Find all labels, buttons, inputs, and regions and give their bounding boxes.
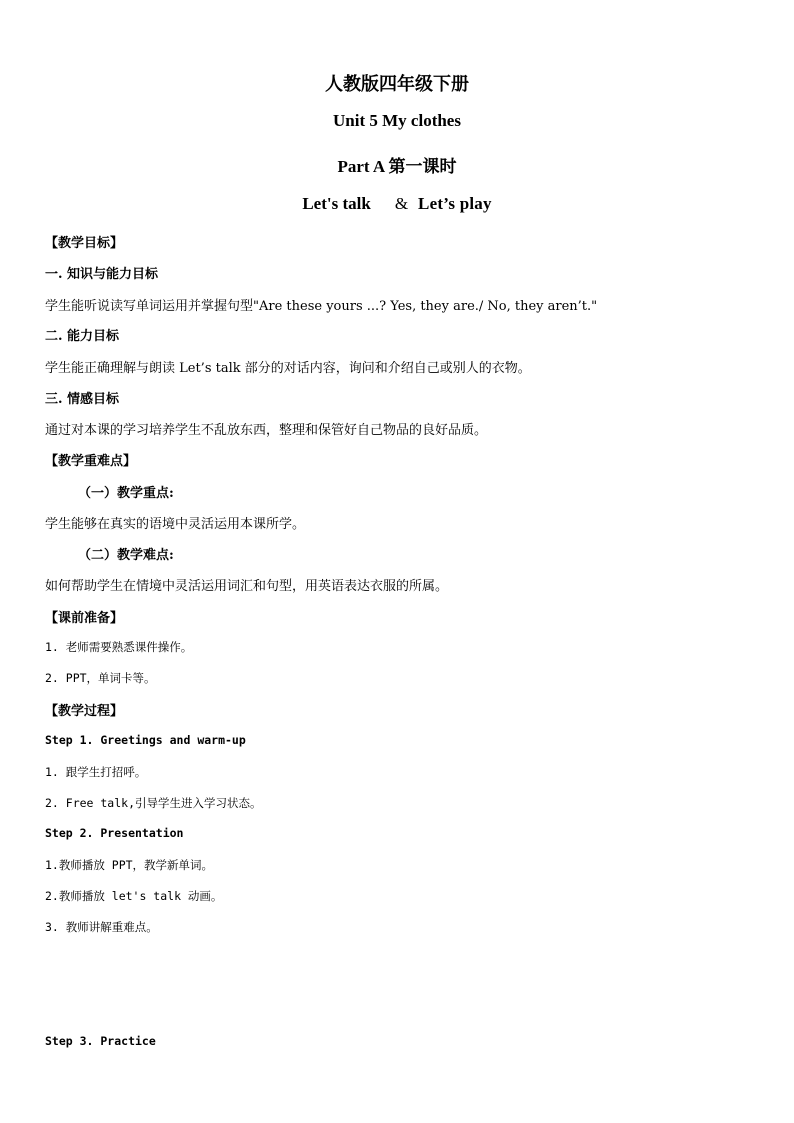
document-title: 人教版四年级下册 — [325, 74, 469, 94]
ability-objective-title: 二. 能力目标 — [45, 329, 120, 344]
teaching-difficulty-title: （二）教学难点: — [78, 548, 174, 563]
lesson-title — [0, 194, 794, 214]
preparation-item: 2. PPT，单词卡等。 — [45, 671, 156, 685]
part-title: Part A 第一课时 — [337, 157, 457, 176]
knowledge-objective-title: 一. 知识与能力目标 — [45, 267, 159, 282]
teaching-difficulty-text: 如何帮助学生在情境中灵活运用词汇和句型，用英语表达衣服的所属。 — [45, 579, 449, 594]
lesson-title-right: Let’s play — [418, 194, 492, 213]
preparation-heading: 【课前准备】 — [45, 611, 124, 626]
objectives-heading: 【教学目标】 — [45, 236, 124, 251]
step1-item: 2. Free talk,引导学生进入学习状态。 — [45, 796, 262, 810]
step1-title: Step 1. Greetings and warm-up — [45, 733, 246, 747]
teaching-focus-text: 学生能够在真实的语境中灵活运用本课所学。 — [45, 517, 306, 532]
step2-item: 3. 教师讲解重难点。 — [45, 920, 158, 934]
lesson-title-left: Let's talk — [302, 194, 371, 213]
ability-objective-text: 学生能正确理解与朗读 Let’s talk 部分的对话内容，询问和介绍自己或别人的衣物。 — [45, 361, 531, 376]
preparation-item: 1. 老师需要熟悉课件操作。 — [45, 640, 193, 654]
step2-item: 1.教师播放 PPT，教学新单词。 — [45, 858, 214, 872]
emotion-objective-title: 三. 情感目标 — [45, 392, 120, 407]
step2-title: Step 2. Presentation — [45, 826, 184, 840]
emotion-objective-text: 通过对本课的学习培养学生不乱放东西，整理和保管好自己物品的良好品质。 — [45, 423, 488, 438]
knowledge-objective-text: 学生能听说读写单词运用并掌握句型"Are these yours ...? Yes, they are./ No, they aren’t." — [45, 299, 598, 314]
unit-title: Unit 5 My clothes — [333, 111, 461, 130]
step1-item: 1. 跟学生打招呼。 — [45, 765, 147, 779]
key-points-heading: 【教学重难点】 — [45, 454, 137, 469]
step2-item: 2.教师播放 let's talk 动画。 — [45, 889, 223, 903]
lesson-title-ampersand: & — [394, 194, 409, 213]
process-heading: 【教学过程】 — [45, 704, 124, 719]
teaching-focus-title: （一）教学重点: — [78, 486, 174, 501]
step3-title: Step 3. Practice — [45, 1034, 156, 1048]
